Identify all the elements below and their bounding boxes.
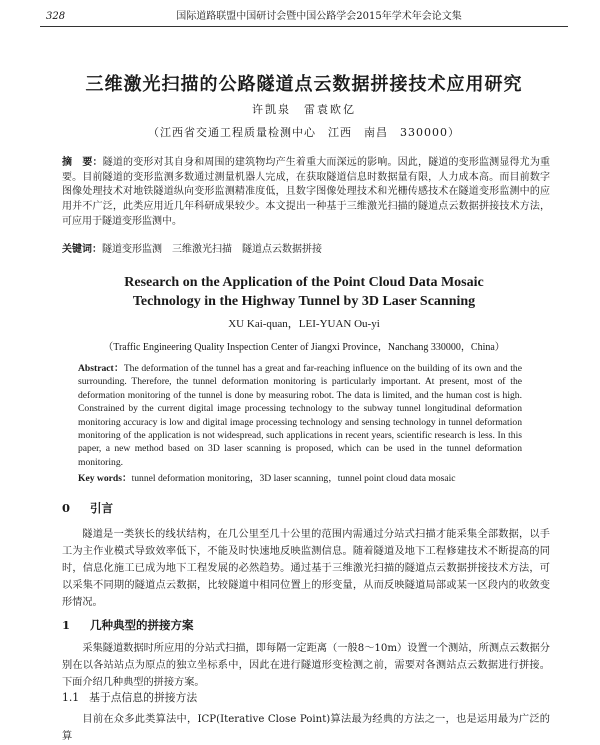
section-heading-splicing <box>62 617 194 633</box>
keywords-zh-label: 关键词： <box>62 244 102 255</box>
keywords-en-text: tunnel deformation monitoring，3D laser scanning，tunnel point cloud data mosaic <box>131 473 456 484</box>
paper-title-en-line2: Technology in the Highway Tunnel by 3D Laser Scanning <box>132 294 476 309</box>
section-title: 引言 <box>90 501 113 515</box>
abstract-zh <box>62 156 550 230</box>
keywords-en <box>78 472 522 485</box>
paragraph: 目前在众多此类算法中，ICP(Iterative Close Point)算法最为经典的方法之一，也是运用最为广泛的算 <box>62 714 550 742</box>
keywords-en-label: Key words： <box>78 473 132 484</box>
affiliation-zh: （江西省交通工程质量检测中心 江西 南昌 330000） <box>148 126 460 139</box>
subsection-heading-point-info <box>62 690 197 705</box>
abstract-en <box>78 362 522 469</box>
paper-title-en <box>60 273 548 311</box>
paper-title-zh: 三维激光扫描的公路隧道点云数据拼接技术应用研究 <box>85 74 523 95</box>
section-number: 0 <box>62 501 71 515</box>
abstract-zh-label: 摘 要： <box>62 157 103 168</box>
affiliation-en: （Traffic Engineering Quality Inspection Center of Jiangxi Province，Nanchang 330000，China） <box>103 342 505 353</box>
section-splicing-body <box>62 640 550 691</box>
subsection-title: 基于点信息的拼接方法 <box>89 691 198 704</box>
section-title: 几种典型的拼接方案 <box>90 618 194 632</box>
keywords-zh <box>62 243 550 257</box>
abstract-zh-text: 隧道的变形对其自身和周围的建筑物均产生着重大而深远的影响。因此，隧道的变形监测显得尤为重要。目前隧道的变形监测多数通过测量机器人完成，在获取隧道信息时数据量有限，人力成本高。而目前数字图像处理技术对地铁隧道纵向变形监测精准度低，且数字图像处理技术和光栅传感技术在隧道变形监测中的应用并不广泛，此类应用近几年科研成果较少。本文提出一种基于三维激光扫描的隧道点云数据拼接技术方法，可应用于隧道变形监测中。 <box>62 157 551 227</box>
paper-title-en-line1: Research on the Application of the Point Cloud Data Mosaic <box>124 275 484 290</box>
running-header <box>40 8 568 27</box>
abstract-en-text: The deformation of the tunnel has a great and far-reaching influence on the building of its own and the surrounding. Therefore, the tunnel deformation monitoring is particularly important. At present, most of the deformation monitoring of the tunnel is done by measuring robot. The data is limited, and the human cost is high. Constrained by the current digital image processing technology to the subway tunnel longitudinal deformation monitoring accuracy is low and digital image processing technology and sensing technology in tunnel deformation monitoring of the application is not widespread, such applications in recent years, scientific research is less. In this paper, a new method based on 3D laser scanning is proposed, which can be used in the tunnel deformation monitoring. <box>78 363 522 468</box>
section-heading-introduction <box>62 500 113 516</box>
section-introduction-body <box>62 526 550 611</box>
running-title: 国际道路联盟中国研讨会暨中国公路学会2015年学术年会论文集 <box>176 11 462 22</box>
section-number: 1 <box>62 618 71 632</box>
abstract-en-label: Abstract： <box>78 363 124 374</box>
subsection-point-info-body <box>62 711 550 745</box>
authors-en: XU Kai-quan，LEI-YUAN Ou-yi <box>228 318 380 330</box>
page-number: 328 <box>46 11 66 22</box>
subsection-number: 1.1 <box>62 691 80 704</box>
paragraph: 隧道是一类狭长的线状结构，在几公里至几十公里的范围内需通过分站式扫描才能采集全部数据，以手工为主作业模式导致效率低下，不能及时快速地反映监测信息。随着隧道及地下工程修建技术不断提高的同时，信息化施工已成为地下工程发展的必然趋势。通过基于三维激光扫描的隧道点云数据拼接技术方法，可以采集不同期的隧道点云数据，比较隧道中相同位置上的形变量，从而反映隧道局部或某一区段内的收敛变形情况。 <box>62 529 550 608</box>
keywords-zh-text: 隧道变形监测 三维激光扫描 隧道点云数据拼接 <box>102 244 322 255</box>
paragraph: 采集隧道数据时所应用的分站式扫描，即每隔一定距离（一般8～10m）设置一个测站，所测点云数据分别在以各站站点为原点的独立坐标系中，因此在进行隧道形变检测之前，需要对各测站点云数据进行拼接。下面介绍几种典型的拼接方案。 <box>62 643 550 688</box>
authors-zh: 许凯泉 雷袁欧亿 <box>252 103 356 116</box>
